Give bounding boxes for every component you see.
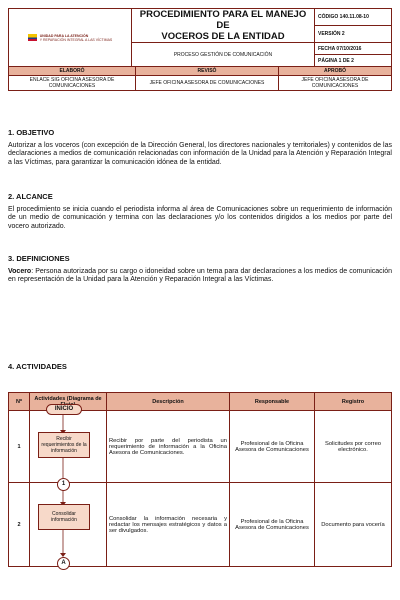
row-record: Solicitudes por correo electrónico.: [315, 411, 392, 483]
section-actividades-title: 4. ACTIVIDADES: [8, 362, 67, 371]
flow-connector-end: A: [57, 557, 70, 570]
logo-cell: [9, 9, 132, 67]
process-name: PROCESO GESTIÓN DE COMUNICACIÓN: [132, 43, 315, 67]
title-line2: VOCEROS DE LA ENTIDAD: [161, 31, 285, 42]
section-alcance-title: 2. ALCANCE: [8, 192, 53, 201]
flow-connector-1: 1: [57, 478, 70, 491]
date-cell: FECHA 07/10/2016: [315, 43, 392, 55]
row-description: Consolidar la información necesaria y redactar los mensajes estratégicos y datos a ser divulgados.: [107, 483, 230, 567]
aprobo-header: APROBÓ: [279, 67, 392, 76]
document-header: [8, 8, 392, 67]
reviso-value: JEFE OFICINA ASESORA DE COMUNICACIONES: [136, 76, 279, 91]
flow-activity-2: Consolidar información: [38, 504, 90, 530]
col-flow-header: Actividades (Diagrama de: [30, 393, 107, 411]
row-number: 2: [9, 483, 30, 567]
approval-table: [8, 66, 392, 91]
elaboro-value: ENLACE SIG OFICINA ASESORA DE COMUNICACIONES: [9, 76, 136, 91]
entity-logo: [9, 34, 131, 42]
row-record: Documento para vocería: [315, 483, 392, 567]
row-responsible: Profesional de la Oficina Asesora de Comunicaciones: [230, 411, 315, 483]
flag-icon: [28, 34, 37, 41]
row-description: Recibir por parte del periodista un requerimiento de información a la Oficina Asesora de Comunicaciones.: [107, 411, 230, 483]
page-cell: PÁGINA 1 DE 2: [315, 55, 392, 67]
col-num-header: Nº: [9, 393, 30, 411]
document-title: [132, 9, 315, 43]
reviso-header: REVISÓ: [136, 67, 279, 76]
code-cell: CÓDIGO 140.11.08-10: [315, 9, 392, 26]
row-responsible: Profesional de la Oficina Asesora de Comunicaciones: [230, 483, 315, 567]
row-number: 1: [9, 411, 30, 483]
flow-activity-1: Recibir requerimientos de la información: [38, 432, 90, 458]
entity-name-line2: Y REPARACIÓN INTEGRAL A LAS VÍCTIMAS: [39, 37, 113, 42]
definition-text: : Persona autorizada por su cargo o idoneidad sobre un tema para dar declaraciones a los medios de comunicación en representación de la Unidad para la Atención y Reparación Integral a las Víctimas.: [8, 268, 392, 284]
version-cell: VERSIÓN 2: [315, 26, 392, 43]
col-desc-header: Descripción: [107, 393, 230, 411]
section-alcance-text: El procedimiento se inicia cuando el periodista informa al área de Comunicaciones sobre un requerimiento de información de un medio de comunicación y termina con las declaraciones y/o los contenidos dirigidos a los medios por parte del vocero autorizado.: [8, 206, 392, 230]
col-resp-header: Responsable: [230, 393, 315, 411]
col-reg-header: Registro: [315, 393, 392, 411]
flow-start-terminal: INICIO: [46, 404, 82, 415]
elaboro-header: ELABORÓ: [9, 67, 136, 76]
section-objetivo-text: Autorizar a los voceros (con excepción de la Dirección General, los directores nacionales y territoriales) y contenidos de las declaraciones a medios de comunicación relacionadas con información de la Unidad para la Atención y Reparación Integral a las Víctimas, para garantizar la comunicación idónea de la entidad.: [8, 142, 392, 166]
definition-term: Vocero: [8, 268, 32, 275]
title-line1: PROCEDIMIENTO PARA EL MANEJO DE: [139, 9, 307, 31]
section-objetivo-title: 1. OBJETIVO: [8, 128, 55, 137]
section-definiciones-title: 3. DEFINICIONES: [8, 254, 70, 263]
entity-name-line1: UNIDAD PARA LA ATENCIÓN: [39, 33, 89, 38]
definition-vocero: [8, 268, 392, 285]
aprobo-value: JEFE OFICINA ASESORA DE COMUNICACIONES: [279, 76, 392, 91]
